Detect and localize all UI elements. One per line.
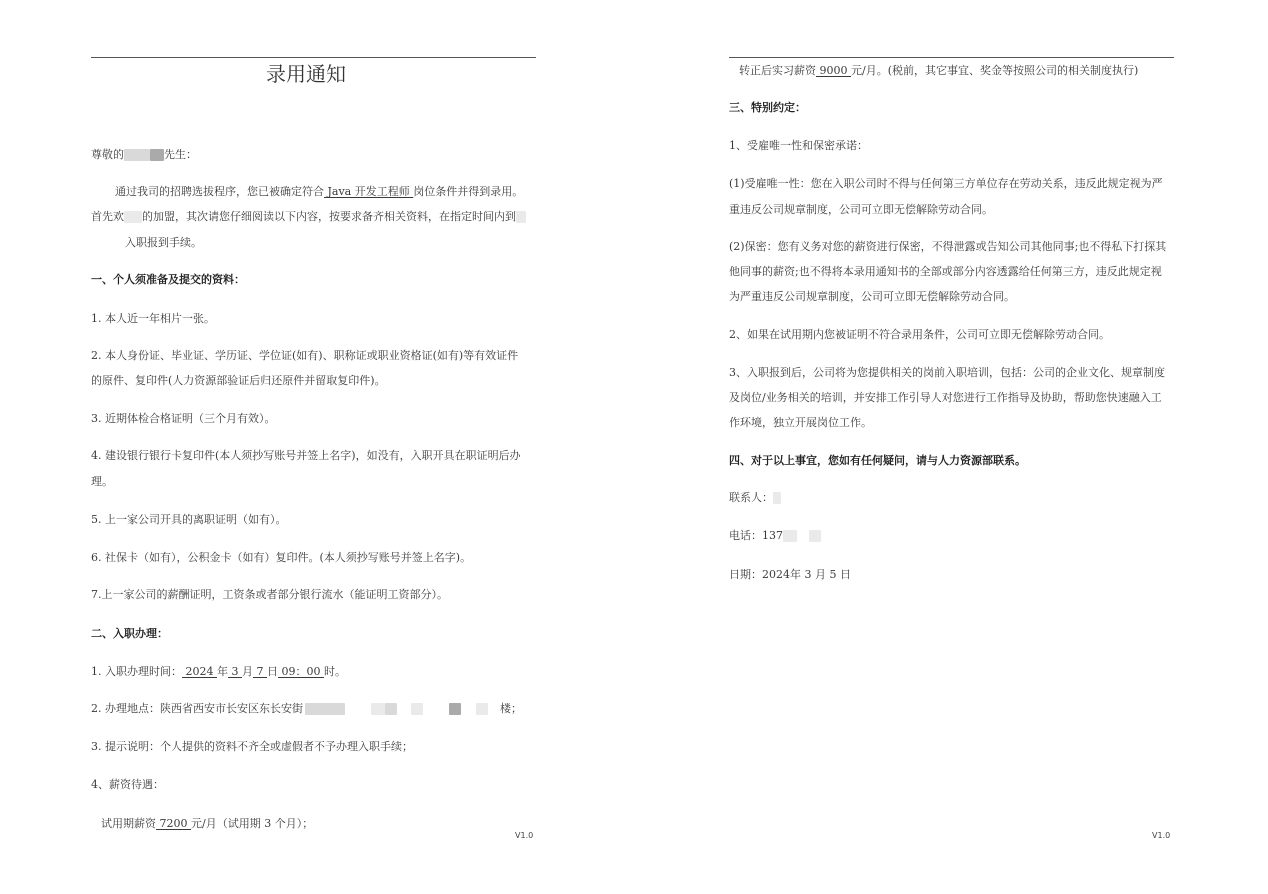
redacted-address	[476, 703, 488, 715]
regular-salary-amount: 9000	[816, 64, 851, 77]
intro-text: 岗位条件并得到录用。	[413, 185, 524, 198]
salary-label: 转正后实习薪资	[739, 64, 816, 77]
time-unit: 时。	[324, 665, 346, 678]
address-text: 楼；	[500, 702, 522, 715]
redacted-name	[124, 149, 150, 161]
phone-label: 电话：137	[729, 529, 783, 542]
section-1-item: 7.上一家公司的薪酬证明，工资条或者部分银行流水（能证明工资部分）。	[91, 588, 448, 601]
salary-heading: 4、薪资待遇：	[91, 778, 164, 791]
intro-line-2	[91, 210, 526, 224]
section-1-item: 2. 本人身份证、毕业证、学历证、学位证(如有)、职称证或职业资格证(如有)等有效证件	[91, 349, 519, 362]
salary-label: 元/月。(税前，其它事宜、奖金等按照公司的相关制度执行)	[851, 64, 1139, 77]
document-date: 日期：2024年 3 月 5 日	[729, 568, 851, 581]
redacted-address	[305, 703, 345, 715]
section-1-item: 4. 建设银行银行卡复印件(本人须抄写账号并签上名字)，如没有，入职开具在职证明后办	[91, 449, 521, 462]
section-3-item: 重违反公司规章制度，公司可立即无偿解除劳动合同。	[729, 203, 993, 216]
section-3-item: (2)保密：您有义务对您的薪资进行保密，不得泄露或告知公司其他同事;也不得私下打探其	[729, 240, 1167, 253]
trial-salary	[101, 817, 313, 831]
section-3-item: 1、受雇唯一性和保密承诺：	[729, 139, 868, 152]
time-month: 3	[228, 665, 242, 678]
salary-label: 元/月（试用期 3 个月）；	[191, 817, 314, 830]
section-3-item: (1)受雇唯一性：您在入职公司时不得与任何第三方单位存在劳动关系，违反此规定视为严	[729, 177, 1163, 190]
onboarding-address	[91, 702, 522, 716]
redacted-text	[516, 211, 526, 223]
onboarding-time	[91, 665, 346, 679]
intro-line-1	[115, 185, 523, 199]
trial-salary-amount: 7200	[156, 817, 191, 830]
section-1-item: 理。	[91, 475, 113, 488]
redacted-name	[150, 149, 164, 161]
onboarding-note: 3. 提示说明：个人提供的资料不齐全或虚假者不予办理入职手续；	[91, 740, 413, 753]
time-year: 2024	[182, 665, 217, 678]
section-1-item: 的原件、复印件(人力资源部验证后归还原件并留取复印件)。	[91, 374, 386, 387]
greeting-prefix: 尊敬的	[91, 148, 124, 161]
version-label: V1.0	[1152, 831, 1171, 840]
time-clock: 09：00	[278, 665, 324, 678]
section-3-item: 2、如果在试用期内您被证明不符合录用条件，公司可立即无偿解除劳动合同。	[729, 328, 1110, 341]
redacted-phone	[809, 530, 821, 542]
section-2-heading: 二、入职办理：	[91, 627, 168, 640]
regular-salary	[739, 64, 1138, 78]
time-unit: 年	[217, 665, 228, 678]
section-3-item: 为严重违反公司规章制度，公司可立即无偿解除劳动合同。	[729, 290, 1015, 303]
version-label: V1.0	[515, 831, 534, 840]
contact-label: 联系人：	[729, 491, 773, 504]
section-1-item: 6. 社保卡（如有），公积金卡（如有）复印件。(本人须抄写账号并签上名字)。	[91, 551, 472, 564]
address-text: 2. 办理地点：陕西省西安市长安区东长安街	[91, 702, 303, 715]
header-rule	[91, 57, 536, 58]
greeting	[91, 148, 197, 162]
time-day: 7	[253, 665, 267, 678]
section-3-item: 作环境，独立开展岗位工作。	[729, 416, 872, 429]
contact-person	[729, 491, 781, 505]
section-1-heading: 一、个人须准备及提交的资料：	[91, 273, 245, 286]
section-4-heading: 四、对于以上事宜，您如有任何疑问，请与人力资源部联系。	[729, 454, 1026, 467]
time-unit: 日	[267, 665, 278, 678]
section-3-item: 及岗位/业务相关的培训，并安排工作引导人对您进行工作指导及协助，帮助您快速融入工	[729, 391, 1162, 404]
time-unit: 月	[242, 665, 253, 678]
redacted-address	[385, 703, 397, 715]
redacted-address	[449, 703, 461, 715]
section-1-item: 3. 近期体检合格证明（三个月有效）。	[91, 412, 276, 425]
header-rule	[729, 57, 1174, 58]
section-3-item: 他同事的薪资;也不得将本录用通知书的全部或部分内容透露给任何第三方，违反此规定视	[729, 265, 1162, 278]
document-page-right	[634, 0, 1268, 894]
greeting-suffix: 先生：	[164, 148, 197, 161]
redacted-phone	[783, 530, 797, 542]
intro-line-3: 入职报到手续。	[125, 236, 202, 249]
intro-text: 的加盟，其次请您仔细阅读以下内容，按要求备齐相关资料，在指定时间内到	[142, 210, 516, 223]
section-3-heading: 三、特别约定：	[729, 101, 806, 114]
contact-phone	[729, 529, 821, 543]
position-name: Java 开发工程师	[324, 185, 414, 198]
salary-label: 试用期薪资	[101, 817, 156, 830]
section-1-item: 5. 上一家公司开具的离职证明（如有）。	[91, 513, 287, 526]
intro-text: 通过我司的招聘选拔程序，您已被确定符合	[115, 185, 324, 198]
time-label: 1. 入职办理时间：	[91, 665, 182, 678]
redacted-address	[371, 703, 385, 715]
redacted-address	[411, 703, 423, 715]
redacted-text	[124, 211, 142, 223]
page-title: 录用通知	[266, 62, 346, 86]
section-3-item: 3、入职报到后，公司将为您提供相关的岗前入职培训，包括：公司的企业文化、规章制度	[729, 366, 1165, 379]
intro-text: 首先欢	[91, 210, 124, 223]
redacted-contact	[773, 492, 781, 504]
section-1-item: 1. 本人近一年相片一张。	[91, 312, 215, 325]
